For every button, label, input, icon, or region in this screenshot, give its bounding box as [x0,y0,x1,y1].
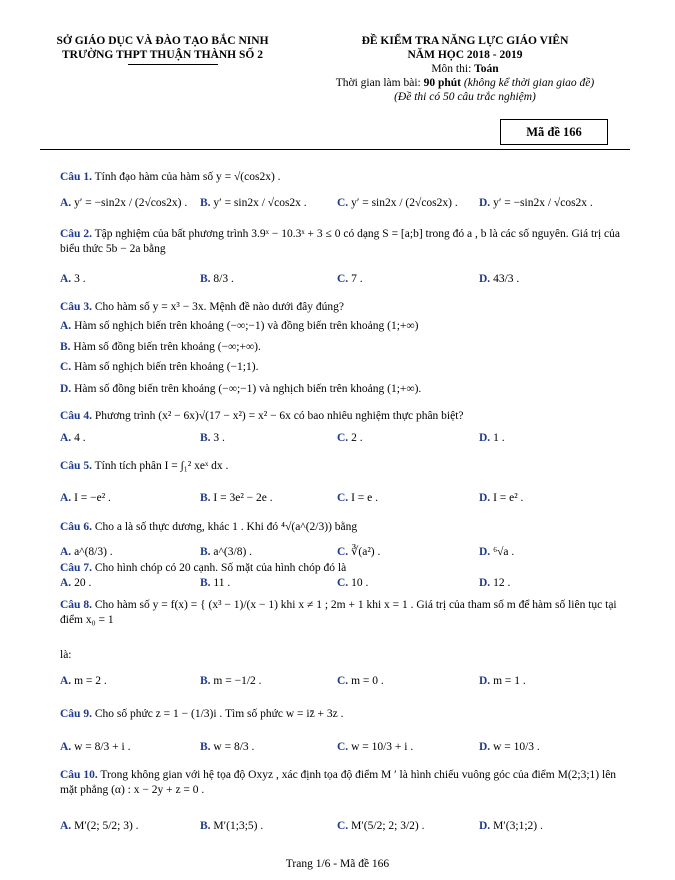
q2-option-a[interactable]: A. 3 . [60,273,86,285]
page-footer: Trang 1/6 - Mã đề 166 [285,858,390,870]
school-name: TRƯỜNG THPT THUẬN THÀNH SỐ 2 [62,49,263,61]
school-underline [128,64,218,65]
q1-option-a[interactable]: A. y′ = −sin2x / (2√cos2x) . [60,197,188,209]
question-7: Câu 7. Cho hình chóp có 20 cạnh. Số mặt của hình chóp đó là [60,562,347,574]
q9-option-c[interactable]: C. w = 10/3 + i . [337,741,414,753]
q1-option-d[interactable]: D. y′ = −sin2x / √cos2x . [479,197,593,209]
question-8: Câu 8. Cho hàm số y = f(x) = { (x³ − 1)/(x − 1) khi x ≠ 1 ; 2m + 1 khi x = 1 . Giá trị của tham số m để hàm số liên tục tại điểm x₀ = 1 [60,599,617,626]
q10-option-b[interactable]: B. M′(1;3;5) . [200,820,264,832]
q8-option-b[interactable]: B. m = −1/2 . [200,675,262,687]
q1-option-c[interactable]: C. y′ = sin2x / (2√cos2x) . [337,197,458,209]
subject-line: Môn thi: Toán [431,63,499,75]
q5-option-b[interactable]: B. I = 3e² − 2e . [200,492,273,504]
q1-option-b[interactable]: B. y′ = sin2x / √cos2x . [200,197,307,209]
q9-option-a[interactable]: A. w = 8/3 + i . [60,741,131,753]
q3-option-c[interactable]: C. Hàm số nghịch biến trên khoảng (−1;1). [60,361,259,373]
q10-option-c[interactable]: C. M′(5/2; 2; 3/2) . [337,820,425,832]
q4-option-b[interactable]: B. 3 . [200,432,225,444]
time-line: Thời gian làm bài: 90 phút (không kể thời gian giao đề) [335,77,595,89]
q10-option-a[interactable]: A. M′(2; 5/2; 3) . [60,820,139,832]
department-name: SỞ GIÁO DỤC VÀ ĐÀO TẠO BẮC NINH [56,35,269,47]
question-3: Câu 3. Cho hàm số y = x³ − 3x. Mệnh đề nào dưới đây đúng? [60,301,344,313]
q7-option-d[interactable]: D. 12 . [479,577,511,589]
q3-option-d[interactable]: D. Hàm số đồng biến trên khoảng (−∞;−1) và nghịch biến trên khoảng (1;+∞). [60,383,422,395]
question-4: Câu 4. Phương trình (x² − 6x)√(17 − x²) = x² − 6x có bao nhiêu nghiệm thực phân biệt? [60,410,464,422]
question-count-note: (Đề thi có 50 câu trắc nghiệm) [394,91,536,103]
q6-option-a[interactable]: A. a^(8/3) . [60,546,113,558]
q5-option-c[interactable]: C. I = e . [337,492,378,504]
q9-option-b[interactable]: B. w = 8/3 . [200,741,255,753]
q3-option-b[interactable]: B. Hàm số đồng biến trên khoảng (−∞;+∞). [60,341,261,353]
q9-option-d[interactable]: D. w = 10/3 . [479,741,540,753]
q3-option-a[interactable]: A. Hàm số nghịch biến trên khoảng (−∞;−1) và đồng biến trên khoảng (1;+∞) [60,320,419,332]
q10-option-d[interactable]: D. M′(3;1;2) . [479,820,543,832]
question-2: Câu 2. Tập nghiệm của bất phương trình 3.9ˣ − 10.3ˣ + 3 ≤ 0 có dạng S = [a;b] trong đó a , b là các số nguyên. Giá trị của biểu thức 5b − 2a bằng [60,228,620,255]
header-right [300,34,630,104]
exam-code-box: Mã đề 166 [500,119,608,145]
header-left [40,34,285,62]
q2-option-d[interactable]: D. 43/3 . [479,273,520,285]
question-10: Câu 10. Trong không gian với hệ tọa độ Oxyz , xác định tọa độ điểm M ′ là hình chiếu vuông góc của điểm M(2;3;1) lên mặt phẳng (α) : x − 2y + z = 0 . [60,769,617,796]
q6-option-b[interactable]: B. a^(3/8) . [200,546,253,558]
question-1: Câu 1. Tính đạo hàm của hàm số y = √(cos2x) . [60,171,281,183]
q2-option-b[interactable]: B. 8/3 . [200,273,234,285]
q5-option-a[interactable]: A. I = −e² . [60,492,111,504]
q6-option-d[interactable]: D. ⁶√a . [479,546,515,558]
q7-option-c[interactable]: C. 10 . [337,577,369,589]
question-6: Câu 6. Cho a là số thực dương, khác 1 . Khi đó ⁴√(a^(2/3)) bằng [60,521,358,533]
q4-option-c[interactable]: C. 2 . [337,432,363,444]
q8-option-d[interactable]: D. m = 1 . [479,675,526,687]
school-year: NĂM HỌC 2018 - 2019 [407,49,523,61]
question-8-continuation: là: [60,649,72,661]
q8-option-a[interactable]: A. m = 2 . [60,675,107,687]
q8-option-c[interactable]: C. m = 0 . [337,675,384,687]
q6-option-c[interactable]: C. ∛(a²) . [337,546,381,558]
question-9: Câu 9. Cho số phức z = 1 − (1/3)i . Tìm số phức w = iz̄ + 3z . [60,708,344,720]
q2-option-c[interactable]: C. 7 . [337,273,363,285]
header-divider [40,149,630,150]
q7-option-a[interactable]: A. 20 . [60,577,92,589]
exam-title: ĐỀ KIỂM TRA NĂNG LỰC GIÁO VIÊN [361,35,569,47]
q4-option-a[interactable]: A. 4 . [60,432,86,444]
q4-option-d[interactable]: D. 1 . [479,432,505,444]
q5-option-d[interactable]: D. I = e² . [479,492,524,504]
q7-option-b[interactable]: B. 11 . [200,577,231,589]
question-5: Câu 5. Tính tích phân I = ∫₁² xeˣ dx . [60,460,229,472]
